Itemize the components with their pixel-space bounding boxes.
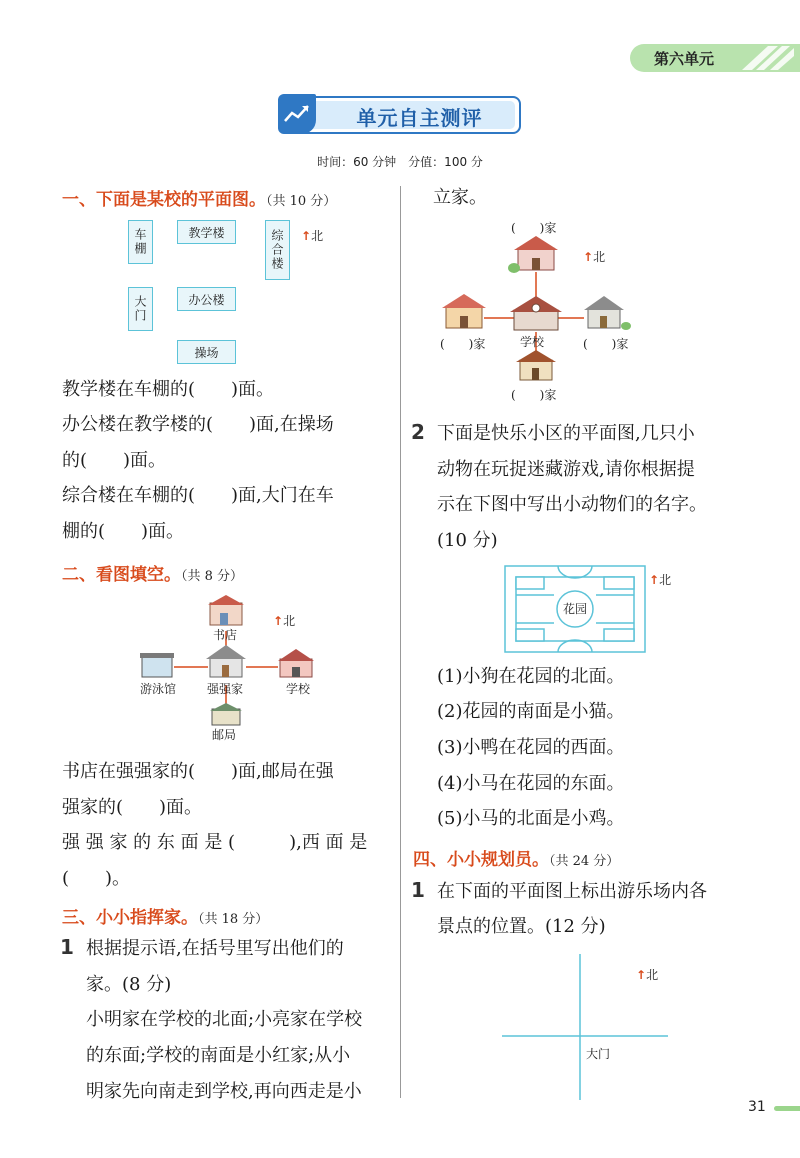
s3-q2-hint-5: (5)小马的北面是小鸡。 bbox=[437, 808, 625, 829]
stripes-icon bbox=[738, 46, 794, 70]
s4-q1-line-2: 景点的位置。(12 分) bbox=[437, 916, 606, 937]
house-left-icon bbox=[442, 294, 486, 328]
north-label: 北 bbox=[283, 614, 296, 628]
north-arrow-icon: ↑ bbox=[583, 250, 594, 264]
s4-q1-number: 1 bbox=[411, 878, 425, 902]
north-marker-2 bbox=[273, 612, 295, 629]
section-4-heading bbox=[413, 845, 619, 870]
label-gate: 大门 bbox=[586, 1047, 611, 1061]
map-box-caochang: 操场 bbox=[177, 340, 236, 364]
s1-line-4: 综合楼在车棚的( )面,大门在车 bbox=[62, 485, 334, 506]
page-title: 单元自主测评 bbox=[356, 106, 483, 130]
label-youju: 邮局 bbox=[212, 728, 237, 742]
label-qiangqiang: 强强家 bbox=[207, 682, 244, 696]
s2-line-4: ( )。 bbox=[62, 868, 131, 889]
trend-icon bbox=[278, 94, 316, 134]
section-3-q1-map bbox=[440, 230, 640, 390]
label-left-home: ( )家 bbox=[440, 337, 486, 351]
section-3-score: （共 18 分） bbox=[198, 912, 269, 927]
s3-q2-hint-4: (4)小马在花园的东面。 bbox=[437, 773, 625, 794]
s3-q2-line-3: 示在下图中写出小动物们的名字。 bbox=[437, 494, 707, 515]
label-top-home: ( )家 bbox=[511, 221, 557, 235]
north-label: 北 bbox=[593, 250, 606, 264]
section-2-title: 二、看图填空。 bbox=[62, 565, 181, 585]
s1-line-3: 的( )面。 bbox=[62, 450, 167, 471]
section-1-heading bbox=[62, 185, 336, 210]
page-number: 31 bbox=[748, 1099, 766, 1115]
north-arrow-icon: ↑ bbox=[301, 229, 312, 243]
map-box-zonghe: 综合楼 bbox=[265, 220, 290, 280]
house-right-icon bbox=[584, 296, 631, 330]
s3-q1-line-6: 立家。 bbox=[433, 187, 487, 208]
s2-line-2: 强家的( )面。 bbox=[62, 797, 203, 818]
house-bottom-icon bbox=[516, 350, 556, 380]
column-divider bbox=[400, 186, 401, 1098]
section-3-title: 三、小小指挥家。 bbox=[62, 908, 198, 928]
map-box-chepeng: 车棚 bbox=[128, 220, 153, 264]
north-label: 北 bbox=[646, 968, 659, 982]
north-marker-5 bbox=[636, 966, 658, 983]
map-box-jiaoxue: 教学楼 bbox=[177, 220, 236, 244]
label-bottom-home: ( )家 bbox=[511, 388, 557, 402]
north-label: 北 bbox=[311, 229, 324, 243]
label-xuexiao: 学校 bbox=[286, 682, 311, 696]
s3-q1-line-1: 根据提示语,在括号里写出他们的 bbox=[86, 938, 344, 959]
section-1-score: （共 10 分） bbox=[266, 194, 337, 209]
pool-icon bbox=[140, 653, 174, 677]
s3-q2-hint-3: (3)小鸭在花园的西面。 bbox=[437, 737, 625, 758]
section-1-title: 一、下面是某校的平面图。 bbox=[62, 190, 266, 210]
post-office-icon bbox=[210, 703, 242, 725]
north-arrow-icon: ↑ bbox=[273, 614, 284, 628]
section-4-title: 四、小小规划员。 bbox=[413, 850, 549, 870]
label-garden: 花园 bbox=[563, 602, 588, 616]
section-2-heading bbox=[62, 560, 243, 585]
label-right-home: ( )家 bbox=[583, 337, 629, 351]
section-2-score: （共 8 分） bbox=[181, 569, 244, 584]
north-arrow-icon: ↑ bbox=[636, 968, 647, 982]
page-bar bbox=[774, 1106, 800, 1111]
section-2-map bbox=[130, 595, 330, 745]
s3-q2-hint-2: (2)花园的南面是小猫。 bbox=[437, 701, 625, 722]
label-school: 学校 bbox=[520, 335, 545, 349]
s4-q1-line-1: 在下面的平面图上标出游乐场内各 bbox=[437, 881, 707, 902]
north-marker-3 bbox=[583, 248, 605, 265]
exam-info: 时间：60 分钟 分值：100 分 bbox=[317, 155, 483, 169]
s3-q1-number: 1 bbox=[60, 935, 74, 959]
school-icon bbox=[278, 649, 314, 677]
section-4-score: （共 24 分） bbox=[549, 854, 620, 869]
s3-q2-line-1: 下面是快乐小区的平面图,几只小 bbox=[437, 423, 695, 444]
north-marker-1 bbox=[301, 227, 323, 244]
s1-line-2: 办公楼在教学楼的( )面,在操场 bbox=[62, 414, 334, 435]
north-arrow-icon: ↑ bbox=[649, 573, 660, 587]
s3-q2-line-4: (10 分) bbox=[437, 530, 498, 551]
section-3-heading bbox=[62, 903, 268, 928]
house-icon bbox=[206, 645, 246, 677]
s3-q1-line-3: 小明家在学校的北面;小亮家在学校 bbox=[86, 1009, 363, 1030]
unit-label: 第六单元 bbox=[654, 50, 715, 68]
north-label: 北 bbox=[659, 573, 672, 587]
s2-line-1: 书店在强强家的( )面,邮局在强 bbox=[62, 761, 334, 782]
s3-q1-line-4: 的东面;学校的南面是小红家;从小 bbox=[86, 1045, 351, 1066]
label-shudian: 书店 bbox=[213, 628, 238, 642]
s3-q1-line-5: 明家先向南走到学校,再向西走是小 bbox=[86, 1081, 362, 1102]
map-box-bangong: 办公楼 bbox=[177, 287, 236, 311]
s3-q2-hint-1: (1)小狗在花园的北面。 bbox=[437, 666, 625, 687]
unit-tab bbox=[630, 44, 800, 72]
house-top-icon bbox=[508, 236, 558, 273]
s1-line-5: 棚的( )面。 bbox=[62, 521, 185, 542]
s2-line-3: 强 强 家 的 东 面 是 ( ),西 面 是 bbox=[62, 832, 368, 853]
title-banner bbox=[278, 96, 521, 134]
label-youyong: 游泳馆 bbox=[140, 682, 177, 696]
school-icon bbox=[510, 296, 562, 330]
bookstore-icon bbox=[208, 595, 244, 625]
s3-q1-line-2: 家。(8 分) bbox=[86, 974, 172, 995]
s3-q2-number: 2 bbox=[411, 420, 425, 444]
s1-line-1: 教学楼在车棚的( )面。 bbox=[62, 379, 275, 400]
s3-q2-line-2: 动物在玩捉迷藏游戏,请你根据提 bbox=[437, 459, 695, 480]
map-box-damen: 大门 bbox=[128, 287, 153, 331]
north-marker-4 bbox=[649, 571, 671, 588]
